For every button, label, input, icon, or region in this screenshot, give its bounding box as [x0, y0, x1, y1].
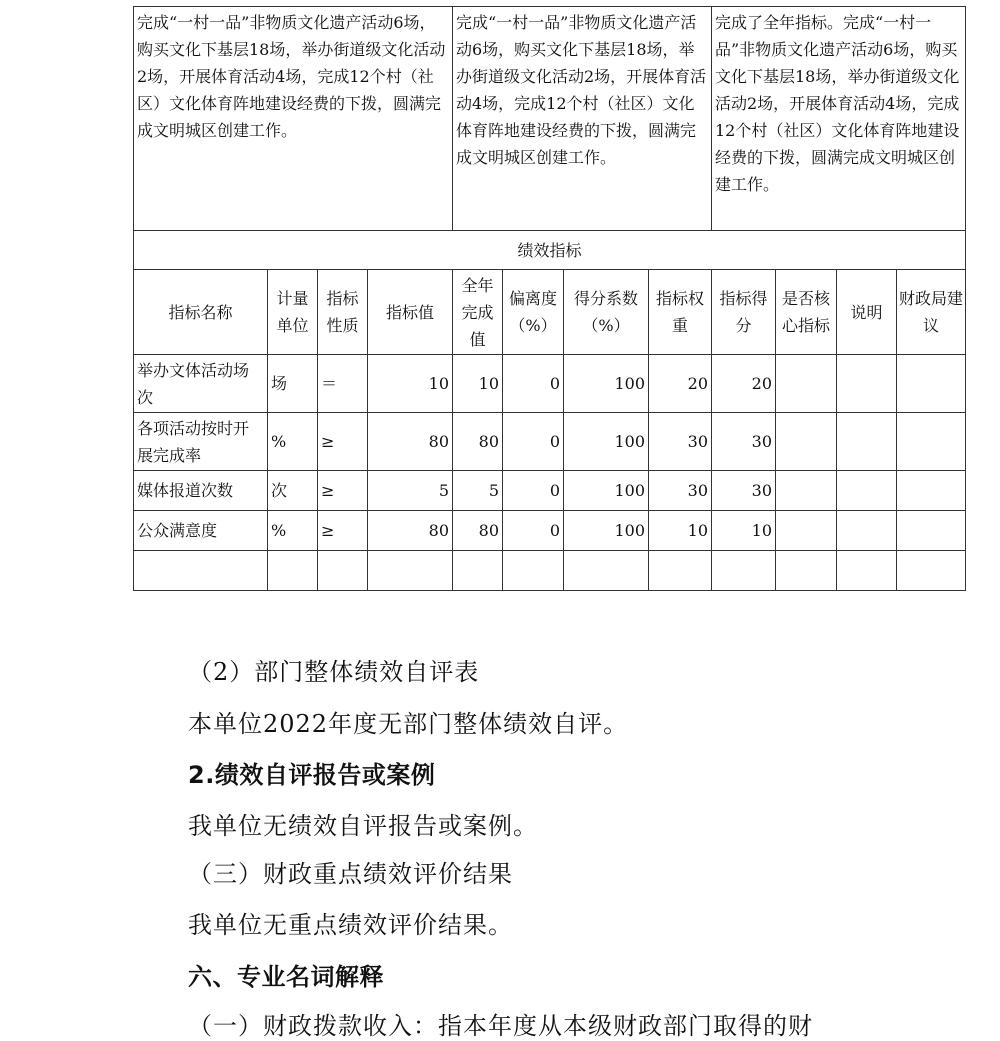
table-row — [134, 511, 966, 551]
indicator-coefficient: 100 — [564, 355, 649, 413]
indicator-core — [776, 471, 837, 511]
indicator-weight: 20 — [649, 355, 712, 413]
header-cell: 指标得分 — [712, 270, 776, 355]
indicator-note — [837, 355, 897, 413]
indicator-advice — [897, 471, 966, 511]
indicator-actual: 80 — [453, 511, 503, 551]
indicator-advice — [897, 413, 966, 471]
indicator-advice — [897, 511, 966, 551]
indicator-weight: 30 — [649, 471, 712, 511]
header-row — [134, 270, 966, 355]
indicator-deviation: 0 — [503, 355, 564, 413]
indicator-score: 10 — [712, 511, 776, 551]
subsection-title: （2）部门整体绩效自评表 — [188, 658, 480, 686]
section-title: 绩效指标 — [134, 231, 966, 270]
indicator-note — [837, 413, 897, 471]
indicator-unit: 次 — [268, 471, 318, 511]
goal-row — [134, 7, 966, 231]
indicator-core — [776, 511, 837, 551]
indicator-coefficient: 100 — [564, 511, 649, 551]
indicator-deviation: 0 — [503, 413, 564, 471]
indicator-nature: ≥ — [318, 511, 368, 551]
empty-cell — [649, 551, 712, 591]
goal-annual-target: 完成“一村一品”非物质文化遗产活动6场，购买文化下基层18场，举办街道级文化活动2场，开展体育活动4场，完成12个村（社区）文化体育阵地建设经费的下拨，圆满完成文明城区创建工作。 — [134, 7, 453, 231]
subsection-title: （三）财政重点绩效评价结果 — [188, 860, 513, 888]
indicator-nature: ＝ — [318, 355, 368, 413]
indicator-name: 举办文体活动场次 — [134, 355, 268, 413]
indicator-nature: ≥ — [318, 413, 368, 471]
indicator-unit: % — [268, 413, 318, 471]
indicator-unit: % — [268, 511, 318, 551]
body-paragraph: 我单位无重点绩效评价结果。 — [188, 911, 513, 939]
header-cell: 计量单位 — [268, 270, 318, 355]
empty-cell — [318, 551, 368, 591]
header-cell: 说明 — [837, 270, 897, 355]
indicator-deviation: 0 — [503, 511, 564, 551]
header-cell: 财政局建议 — [897, 270, 966, 355]
body-paragraph: 本单位2022年度无部门整体绩效自评。 — [188, 710, 629, 738]
indicator-weight: 10 — [649, 511, 712, 551]
header-cell: 指标名称 — [134, 270, 268, 355]
indicator-target: 5 — [368, 471, 453, 511]
indicator-note — [837, 471, 897, 511]
empty-cell — [712, 551, 776, 591]
empty-cell — [368, 551, 453, 591]
indicator-score: 30 — [712, 471, 776, 511]
empty-cell — [503, 551, 564, 591]
table-row — [134, 413, 966, 471]
header-cell: 指标权重 — [649, 270, 712, 355]
indicator-deviation: 0 — [503, 471, 564, 511]
header-cell: 是否核心指标 — [776, 270, 837, 355]
empty-cell — [564, 551, 649, 591]
indicator-score: 20 — [712, 355, 776, 413]
header-cell: 指标性质 — [318, 270, 368, 355]
indicator-unit: 场 — [268, 355, 318, 413]
indicator-advice — [897, 355, 966, 413]
table-row — [134, 471, 966, 511]
section-row — [134, 231, 966, 270]
goal-plan-content: 完成“一村一品”非物质文化遗产活动6场，购买文化下基层18场，举办街道级文化活动2场，开展体育活动4场，完成12个村（社区）文化体育阵地建设经费的下拨，圆满完成文明城区创建工作。 — [453, 7, 712, 231]
indicator-target: 80 — [368, 413, 453, 471]
empty-cell — [268, 551, 318, 591]
header-cell: 指标值 — [368, 270, 453, 355]
header-cell: 得分系数（%） — [564, 270, 649, 355]
indicator-actual: 10 — [453, 355, 503, 413]
empty-cell — [897, 551, 966, 591]
table-row — [134, 355, 966, 413]
indicator-target: 80 — [368, 511, 453, 551]
empty-cell — [134, 551, 268, 591]
goal-actual-completion: 完成了全年指标。完成“一村一品”非物质文化遗产活动6场，购买文化下基层18场，举办街道级文化活动2场，开展体育活动4场，完成12个村（社区）文化体育阵地建设经费的下拨，圆满完成文明城区创建工作。 — [712, 7, 966, 231]
indicator-nature: ≥ — [318, 471, 368, 511]
header-cell: 全年完成值 — [453, 270, 503, 355]
performance-table — [133, 6, 966, 591]
section-heading: 2.绩效自评报告或案例 — [188, 761, 436, 789]
body-paragraph: （一）财政拨款收入：指本年度从本级财政部门取得的财 — [188, 1012, 813, 1040]
indicator-name: 公众满意度 — [134, 511, 268, 551]
empty-cell — [453, 551, 503, 591]
indicator-coefficient: 100 — [564, 413, 649, 471]
indicator-core — [776, 355, 837, 413]
indicator-core — [776, 413, 837, 471]
section-heading: 六、专业名词解释 — [188, 963, 384, 991]
indicator-coefficient: 100 — [564, 471, 649, 511]
indicator-actual: 80 — [453, 413, 503, 471]
empty-row — [134, 551, 966, 591]
indicator-name: 各项活动按时开展完成率 — [134, 413, 268, 471]
indicator-name: 媒体报道次数 — [134, 471, 268, 511]
indicator-target: 10 — [368, 355, 453, 413]
empty-cell — [776, 551, 837, 591]
empty-cell — [837, 551, 897, 591]
indicator-score: 30 — [712, 413, 776, 471]
indicator-weight: 30 — [649, 413, 712, 471]
indicator-actual: 5 — [453, 471, 503, 511]
indicator-note — [837, 511, 897, 551]
body-paragraph: 我单位无绩效自评报告或案例。 — [188, 812, 538, 840]
header-cell: 偏离度（%） — [503, 270, 564, 355]
